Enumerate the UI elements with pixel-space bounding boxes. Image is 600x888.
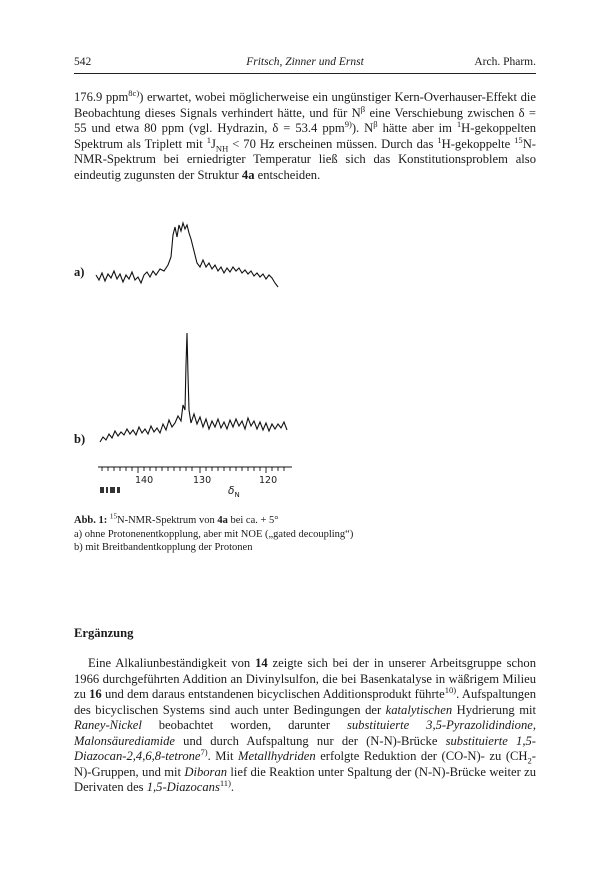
figure-caption [74, 514, 536, 555]
caption-line-a: a) ohne Protonenentkopplung, aber mit NOE („gated decoupling“) [74, 528, 354, 540]
nmr-spectrum-svg [70, 205, 310, 485]
caption-title: Abb. 1: $^{15}$N-NMR-Spektrum von 4a bei ca. + 5° [74, 512, 279, 526]
tick-label-130: 130 [193, 475, 212, 486]
running-header [74, 56, 536, 72]
spectrum-a-trace [96, 223, 278, 287]
paragraph-ergaenzung: Eine Alkaliunbeständigkeit von 14 zeigte sich bei der in unserer Arbeitsgruppe schon 1966 durchgeführten Addition an Divinylsulfon, die bei Basenkatalyse in wäßrigem Milieu zu 16 und dem daraus entstandenen bicyclischen Additionsprodukt führte$^{10)}$. Aufspaltungen des bicyclischen Systems sind auch unter Bedingungen der katalytischen Hydrierung mit Raney-Nickel beobachtet worden, darunter substituierte 3,5-Pyrazolidindione, Malonsäurediamide und durch Aufspaltung nur der (N-N)-Brücke substituierte 1,5-Diazocan-2,4,6,8-tetrone$^{7)}$. Mit Metallhydriden erfolgte Reduktion der (CO-N)- zu $(CH_2-N)$-Gruppen, und mit Diboran lief die Reaktion unter Spaltung der (N-N)-Brücke weiter zu Derivaten des 1,5-Diazocans$^{11)}$. [74, 656, 536, 794]
x-axis-ticks [102, 467, 284, 473]
paragraph-intro: 176.9 ppm$^{8c)}$) erwartet, wobei möglicherweise ein ungünstiger Kern-Overhauser-Effekt die Beobachtung dieses Signals verhindert hätte, und für $N^\beta$ eine Verschiebung zwischen δ = 55 und etwa 80 ppm (vgl. Hydrazin, δ = 53.4 ppm$^{9)}$). $N^\beta$ hätte aber im $^1$H-gekoppelten Spektrum als Triplett mit $^1J_{NH} < 70$ Hz erscheinen müssen. Durch das $^1$H-gekoppelte $^{15}$N-NMR-Spektrum bei erniedrigter Temperatur ließ sich das Konstitutionsproblem also eindeutig zugunsten der Struktur 4a entscheiden. [74, 87, 536, 182]
header-journal: Arch. Pharm. [474, 56, 536, 68]
tick-label-140: 140 [135, 475, 154, 486]
section-heading: Ergänzung [74, 626, 134, 640]
caption-line-b: b) mit Breitbandentkopplung der Protonen [74, 542, 253, 553]
header-authors: Fritsch, Zinner und Ernst [246, 56, 364, 68]
spectrum-b-label: b) [74, 432, 86, 446]
axis-symbol: $\delta_N$ [228, 485, 240, 500]
page-number: 542 [74, 56, 92, 68]
tick-label-120: 120 [259, 475, 278, 486]
nmr-spectrum-figure [70, 205, 310, 485]
spectrum-a-label: a) [74, 265, 85, 279]
header-rule [74, 73, 536, 74]
spectrum-b-trace [100, 333, 287, 442]
scale-mark-icon [100, 486, 122, 494]
